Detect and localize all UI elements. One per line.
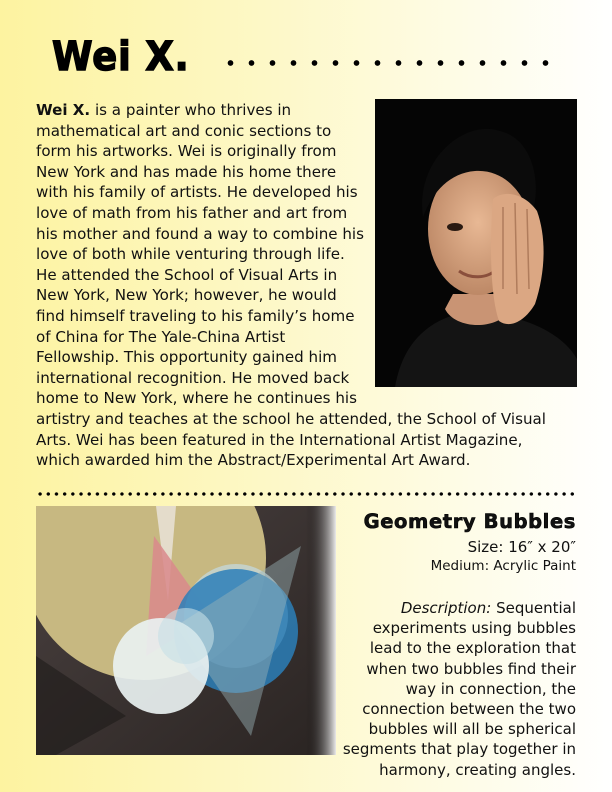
artwork-size: Size: 16″ x 20″	[467, 538, 576, 556]
artwork-image	[36, 506, 336, 755]
artist-bio	[36, 100, 568, 471]
geometry-bubbles-painting	[36, 506, 336, 755]
photo-spacer	[376, 100, 576, 388]
artwork-description	[336, 598, 576, 780]
artwork-medium: Medium: Acrylic Paint	[430, 558, 576, 574]
artwork-title: Geometry Bubbles	[363, 510, 576, 533]
description-text: Sequential experiments using bubbles lead to the exploration that when two bubbles find their way in connection, the connection between the two bubbles will all be spherical segments that play together in harmony, creating angles.	[342, 599, 576, 779]
bio-lead-name: Wei X.	[36, 101, 91, 119]
title-dotted-rule	[220, 58, 556, 68]
description-label: Description:	[400, 599, 492, 617]
bio-text: is a painter who thrives in mathematical art and conic sections to form his artworks. Wei is originally from New York and has made his home there with his family of artists. He developed his love of math from his father and art from his mother and found a way to combine his love of both while venturing through life. He attended the School of Visual Arts in New York, New York; however, he would find himself traveling to his family’s home of China for The Yale-China Artist Fellowship. This opportunity gained him international recognition. He moved back home to New York, where he continues his artistry and teaches at the school he attended, the School of Visual Arts. Wei has been featured in the International Artist Magazine, which awarded him the Abstract/Experimental Art Award.	[36, 101, 546, 470]
section-dotted-rule	[36, 491, 578, 497]
artist-name-title: Wei X.	[52, 34, 190, 80]
